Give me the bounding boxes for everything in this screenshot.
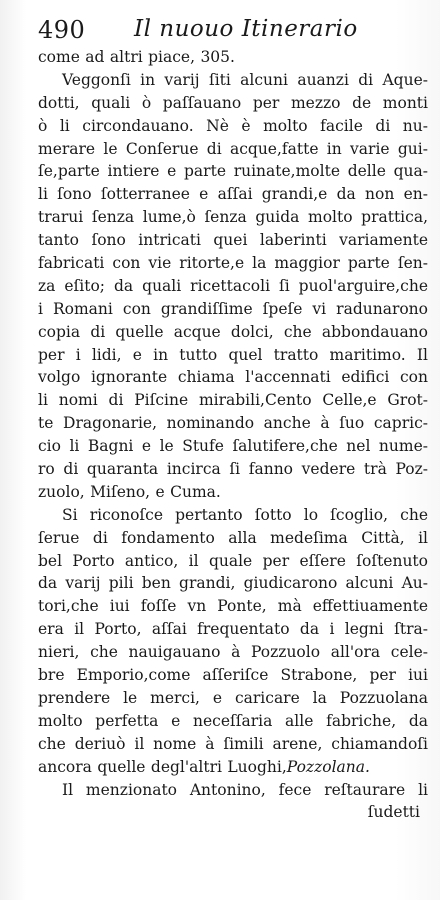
text-line: che deriuò il nome à ſimili arene, chiamandoſi bbox=[38, 734, 428, 753]
text-line: ò li circondauano. Nè è molto facile di nu- bbox=[38, 116, 428, 135]
text-line: trarui ſenza lume,ò ſenza guida molto prattica, bbox=[38, 208, 428, 227]
text-line: i Romani con grandiſſime ſpeſe vi radunarono bbox=[38, 299, 428, 318]
text-line: ſe,parte intiere e parte ruinate,molte delle qua- bbox=[38, 162, 428, 181]
text-line: come ad altri piace, 305. bbox=[38, 48, 235, 66]
text-line: li ſono ſotterranee e aſſai grandi,e da non en- bbox=[38, 185, 428, 204]
text-line: molto perfetta e neceſſaria alle fabriche, da bbox=[38, 711, 428, 730]
text-line: zuolo, Miſeno, e Cuma. bbox=[38, 482, 221, 501]
text-line: ro di quaranta incirca ſi fanno vedere trà Poz- bbox=[38, 460, 428, 479]
text-line: bre Emporio,come aſſeriſce Strabone, per iui bbox=[38, 666, 428, 685]
text-line: volgo ignorante chiama l'accennati edifici con bbox=[38, 368, 428, 387]
text-line: fabricati con vie ritorte,e la maggior parte ſen- bbox=[38, 254, 428, 273]
catchword: ſudetti bbox=[367, 803, 420, 822]
body-text bbox=[38, 46, 428, 824]
text-line: nieri, che nauigauano à Pozzuolo all'ora cele- bbox=[38, 643, 428, 662]
text-line: te Dragonarie, nominando anche à ſuo capric- bbox=[38, 414, 428, 433]
text-line: tanto ſono intricati quei laberinti variamente bbox=[38, 231, 428, 250]
text-line: da varij pili ben grandi, giudicarono alcuni Au- bbox=[38, 574, 428, 593]
page-number: 490 bbox=[38, 16, 86, 44]
text-line: tori,che iui foſſe vn Ponte, mà effettiuamente bbox=[38, 597, 428, 616]
text-line: ſerue di fondamento alla medeſima Città, il bbox=[38, 528, 428, 547]
text-line: copia di quelle acque dolci, che abbondauano bbox=[38, 322, 428, 341]
text-line: cio li Bagni e le Stufe ſalutifere,che nel nume- bbox=[38, 437, 428, 456]
text-line: za eſito; da quali ricettacoli ſi puol'arguire,che bbox=[38, 276, 428, 295]
italic-term: Pozzolana. bbox=[286, 757, 370, 776]
running-title: Il nuouo Itinerario bbox=[134, 16, 358, 42]
text-line: dotti, quali ò paſſauano per mezzo de monti bbox=[38, 93, 428, 112]
text-line: per i lidi, e in tutto quel tratto maritimo. Il bbox=[38, 345, 428, 364]
text-line: merare le Conſerue di acque,fatte in varie gui- bbox=[38, 139, 428, 158]
text-line: era il Porto, aſſai frequentato da i legni ſtra- bbox=[38, 620, 428, 639]
text-line: Si riconoſce pertanto ſotto lo ſcoglio, che bbox=[62, 505, 428, 524]
text-line: Il menzionato Antonino, fece reſtaurare li bbox=[62, 780, 428, 799]
text-line bbox=[38, 756, 428, 779]
text-line: li nomi di Piſcine mirabili,Cento Celle,e Grot- bbox=[38, 391, 428, 410]
text-line: bel Porto antico, il quale per eſſere ſoſtenuto bbox=[38, 551, 428, 570]
page-header bbox=[38, 14, 428, 48]
text-line-prefix: ancora quelle degl'altri Luoghi, bbox=[38, 757, 287, 776]
text-line: prendere le merci, e caricare la Pozzuolana bbox=[38, 688, 428, 707]
text-line: Veggonſi in varij ſiti alcuni auanzi di Aque- bbox=[62, 70, 428, 89]
